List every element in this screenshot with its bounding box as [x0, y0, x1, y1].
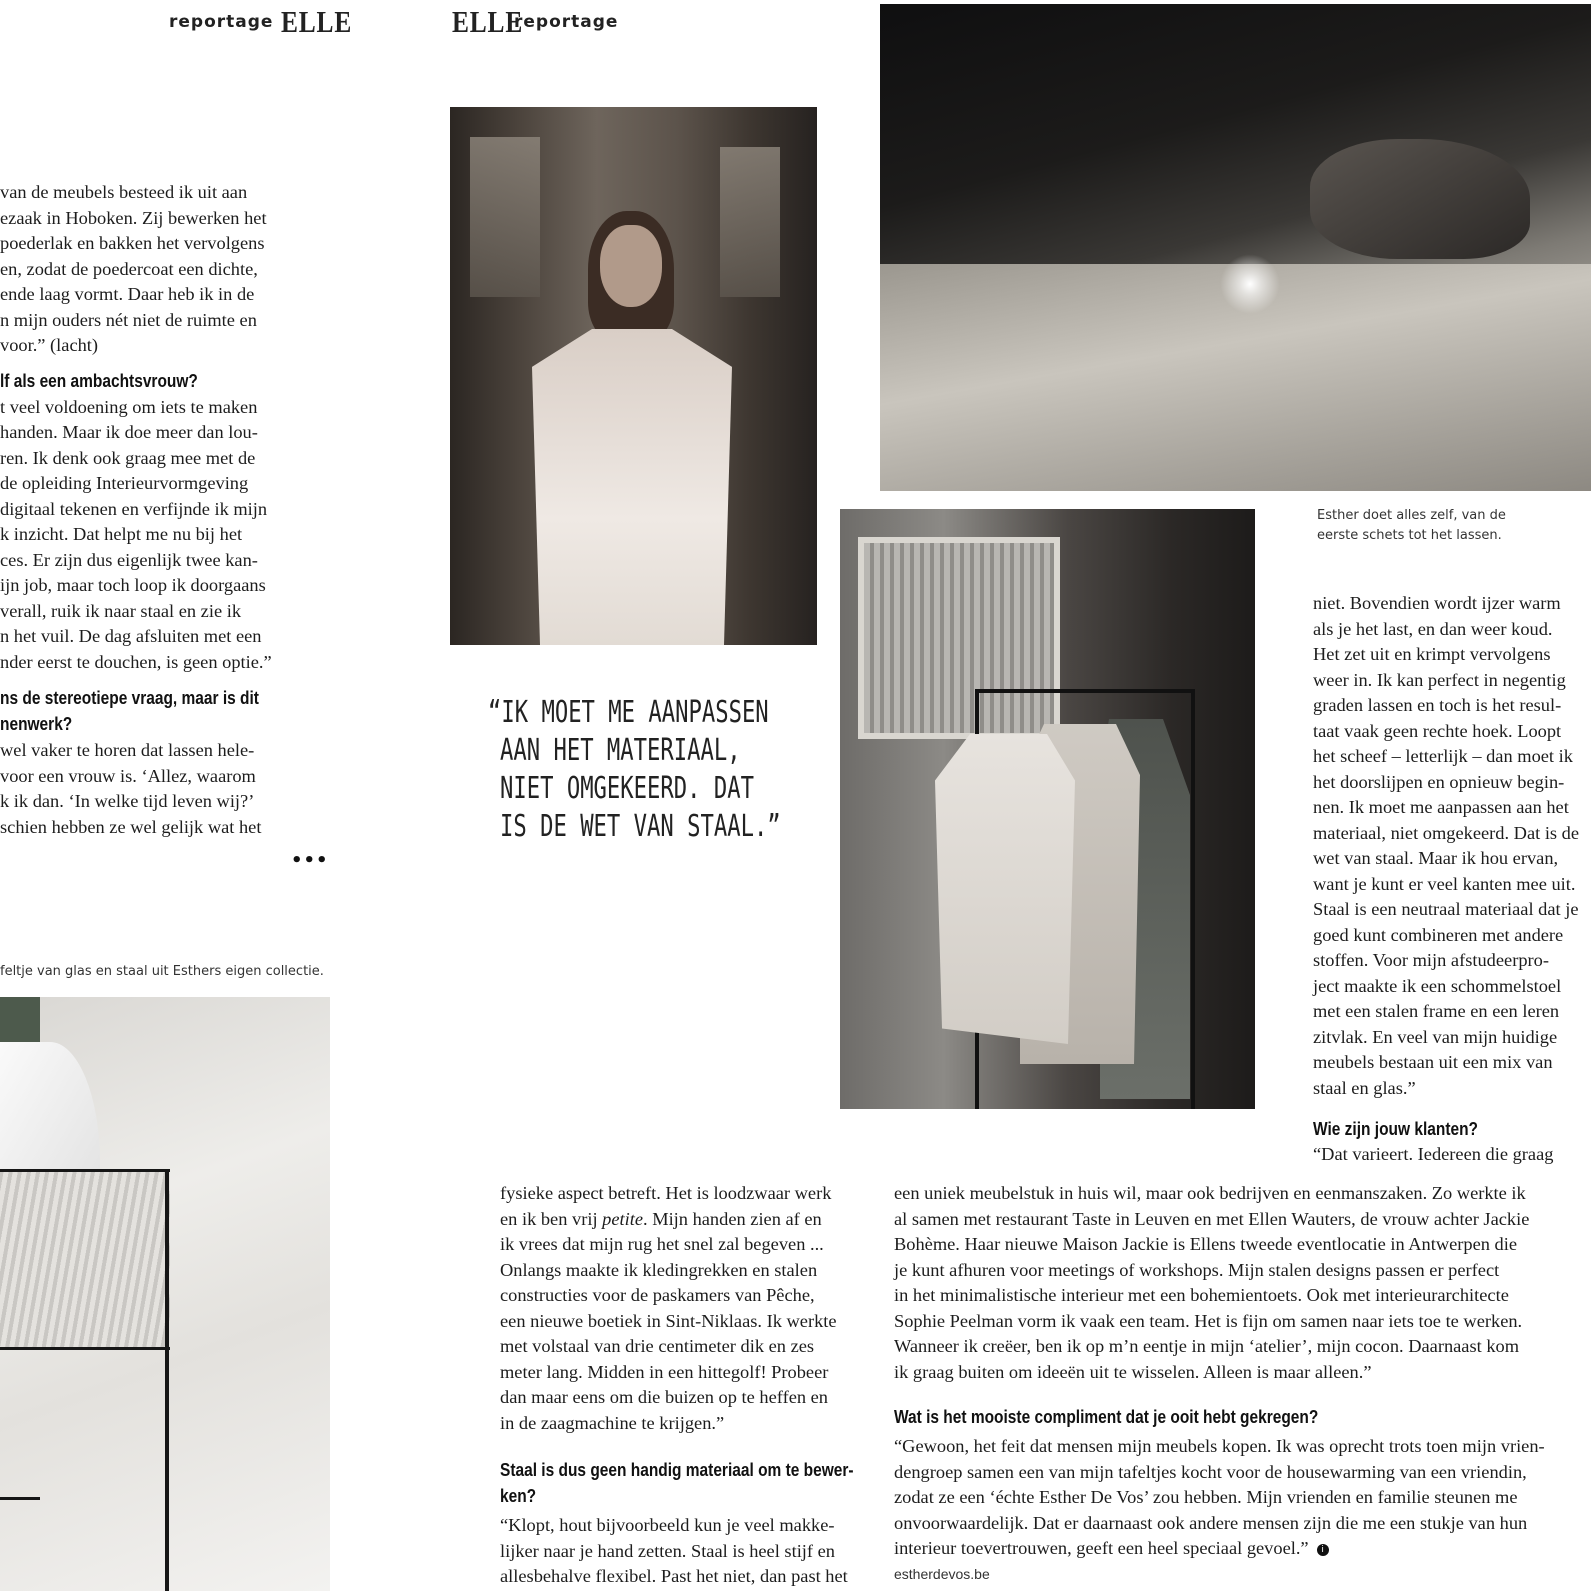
- text-line: graden lassen en toch is het resul-: [1313, 695, 1562, 715]
- question-stereotiepe: [0, 685, 284, 737]
- text-line: [894, 1485, 1591, 1511]
- left-column: [0, 180, 284, 840]
- text-line: al samen met restaurant Taste in Leuven en met Ellen Wauters, de vrouw achter Jackie: [894, 1208, 1530, 1229]
- text-line: ren. Ik denk ook graag mee met de: [0, 447, 256, 468]
- text-fragment: interieur toevertrouwen, geeft een heel speciaal gevoel.”: [894, 1538, 1309, 1558]
- answer-staal: [500, 1513, 870, 1590]
- text-line: meubels bestaan uit een mix van: [1313, 1052, 1553, 1072]
- text-line: ende laag vormt. Daar heb ik in de: [0, 284, 255, 304]
- pull-quote: [488, 694, 879, 846]
- website-link[interactable]: estherdevos.be: [894, 1565, 990, 1582]
- text-line: t veel voldoening om iets te maken: [0, 396, 258, 417]
- table-frame: [0, 1347, 170, 1350]
- table-frame: [165, 1169, 169, 1591]
- text-line: ik graag buiten om ideeën uit te wisselen. Alleen is maar alleen.”: [894, 1361, 1372, 1382]
- text-line: met volstaal van drie centimeter dik en zes: [500, 1336, 815, 1356]
- text-line: ken?: [500, 1486, 537, 1506]
- text-line: nen. Ik moet me aanpassen aan het: [1313, 797, 1569, 817]
- text-line: materiaal, niet omgekeerd. Dat is de: [1313, 822, 1580, 843]
- paragraph-2: [0, 395, 284, 676]
- face: [600, 225, 662, 307]
- text-line: stoffen. Voor mijn afstudeerpro-: [1313, 950, 1549, 970]
- right-running-head: [452, 4, 618, 40]
- text-line: schien hebben ze wel gelijk wat het: [0, 816, 262, 837]
- section-label: reportage: [169, 12, 274, 32]
- answer-compliment: [894, 1434, 1591, 1562]
- white-shirt: [532, 329, 732, 645]
- text-line: handen. Maar ik doe meer dan lou-: [0, 422, 258, 442]
- paragraph-1: [0, 180, 284, 359]
- paragraph-steel: [1313, 591, 1591, 1101]
- text-line: nder eerst te douchen, is geen optie.”: [0, 651, 272, 672]
- welding-caption: [1317, 506, 1506, 546]
- answer-klanten-start: “Dat varieert. Iedereen die graag: [1313, 1144, 1554, 1164]
- portrait-photo: [450, 107, 817, 645]
- clothing-rack-photo: [840, 509, 1255, 1109]
- text-line: in het minimalistische interieur met een bohemientoets. Ook met interieurarchitecte: [894, 1285, 1509, 1305]
- text-line: ik vrees dat mijn rug het snel zal begeven ...: [500, 1234, 824, 1254]
- text-line: niet. Bovendien wordt ijzer warm: [1313, 593, 1561, 613]
- text-line: [894, 1511, 1591, 1537]
- paragraph-fysiek: [500, 1181, 870, 1436]
- text-line: Staal is een neutraal materiaal dat je: [1313, 899, 1579, 919]
- pull-quote-line: IS DE WET VAN STAAL.”: [500, 809, 781, 844]
- welding-spark: [1220, 254, 1280, 314]
- text-line: het scheef – letterlijk – dan moet ik: [1313, 746, 1573, 766]
- table-frame: [0, 1169, 170, 1172]
- text-line: voor.” (lacht): [0, 335, 99, 355]
- text-line: “Klopt, hout bijvoorbeeld kun je veel makke-: [500, 1515, 835, 1535]
- question-staal: [500, 1457, 870, 1509]
- text-line: lijker naar je hand zetten. Staal is heel stijf en: [500, 1540, 835, 1561]
- text-fragment: zodat ze een ‘échte Esther De Vos’ zou hebben. Mijn vrienden en familie steunen me: [894, 1487, 1518, 1507]
- text-line: meter lang. Midden in een hittegolf! Probeer: [500, 1361, 829, 1382]
- text-line: een nieuwe boetiek in Sint-Niklaas. Ik werkte: [500, 1310, 837, 1331]
- rack-frame: [975, 689, 1195, 693]
- pull-quote-line: “IK MOET ME AANPASSEN: [488, 695, 769, 730]
- text-line: ns de stereotiepe vraag, maar is dit: [0, 688, 259, 708]
- rack-frame: [1191, 689, 1195, 1109]
- text-line: nenwerk?: [0, 714, 73, 734]
- white-shirt: [935, 734, 1075, 1044]
- text-line: als je het last, en dan weer koud.: [1313, 618, 1553, 639]
- text-line: taat vaak geen rechte hoek. Loopt: [1313, 720, 1562, 741]
- text-fragment: . Mijn handen zien af en: [643, 1208, 822, 1229]
- text-line: Sophie Peelman vorm ik vaak een team. Het is fijn om samen naar iets toe te werken.: [894, 1310, 1523, 1331]
- text-line: ijn job, maar toch loop ik doorgaans: [0, 575, 266, 595]
- text-line: digitaal tekenen en verfijnde ik mijn: [0, 498, 268, 519]
- text-line: k inzicht. Dat helpt me nu bij het: [0, 524, 243, 544]
- text-line: dan maar eens om die buizen op te heffen en: [500, 1387, 829, 1407]
- background-window: [470, 137, 540, 297]
- text-line: [894, 1536, 1591, 1562]
- text-line: allesbehalve flexibel. Past het niet, dan past het: [500, 1566, 848, 1586]
- text-line: constructies voor de paskamers van Pêche,: [500, 1285, 815, 1305]
- info-circle-icon: i: [1317, 1544, 1329, 1556]
- table-frame: [0, 1497, 40, 1500]
- paragraph-klanten: [894, 1181, 1591, 1385]
- text-line: het doorslijpen en opnieuw begin-: [1313, 771, 1565, 792]
- welding-photo: [880, 4, 1591, 491]
- paragraph-3: [0, 738, 284, 840]
- text-line: Staal is dus geen handig materiaal om te bewer-: [500, 1460, 854, 1480]
- text-line: ject maakte ik een schommelstoel: [1313, 975, 1562, 996]
- text-line: want je kunt er veel kanten mee uit.: [1313, 873, 1576, 894]
- text-line: je kunt afhuren voor meetings of workshops. Mijn stalen designs passen er perfect: [894, 1259, 1500, 1280]
- continue-marker: •••: [291, 850, 329, 871]
- text-fragment: onvoorwaardelijk. Dat er daarnaast ook andere mensen zijn die me een stukje van hun: [894, 1512, 1528, 1533]
- question-ambachtsvrouw: lf als een ambachtsvrouw?: [0, 370, 198, 391]
- text-fragment: en ik ben vrij: [500, 1208, 603, 1229]
- text-line: en, zodat de poedercoat een dichte,: [0, 258, 258, 279]
- text-line: met een stalen frame en een leren: [1313, 1001, 1560, 1021]
- emphasis: petite: [602, 1208, 644, 1229]
- caption-line: eerste schets tot het lassen.: [1317, 528, 1502, 543]
- caption-line: Esther doet alles zelf, van de: [1317, 508, 1506, 523]
- text-line: staal en glas.”: [1313, 1077, 1416, 1098]
- text-line: weer in. Ik kan perfect in negentig: [1313, 669, 1566, 690]
- text-line: ces. Er zijn dus eigenlijk twee kan-: [0, 549, 258, 570]
- text-line: verall, ruik ik naar staal en zie ik: [0, 600, 242, 621]
- text-line: n mijn ouders nét niet de ruimte en: [0, 309, 257, 330]
- pull-quote-line: NIET OMGEKEERD. DAT: [500, 771, 754, 806]
- middle-column: [500, 1181, 870, 1590]
- text-line: zitvlak. En veel van mijn huidige: [1313, 1026, 1558, 1047]
- text-line: k ik dan. ‘In welke tijd leven wij?’: [0, 791, 255, 811]
- text-line: Bohème. Haar nieuwe Maison Jackie is Ellens tweede eventlocatie in Antwerpen die: [894, 1234, 1518, 1254]
- text-line: de opleiding Interieurvormgeving: [0, 473, 249, 493]
- text-line: goed kunt combineren met andere: [1313, 924, 1564, 945]
- text-line: een uniek meubelstuk in huis wil, maar ook bedrijven en eenmanszaken. Zo werkte ik: [894, 1183, 1526, 1203]
- question-compliment: Wat is het mooiste compliment dat je ooit hebt gekregen?: [894, 1407, 1319, 1427]
- vase-caption: feltje van glas en staal uit Esthers eigen collectie.: [0, 964, 324, 979]
- brand-logo: ELLE: [281, 4, 353, 39]
- text-line: fysieke aspect betreft. Het is loodzwaar werk: [500, 1183, 832, 1203]
- website-credit: [894, 1564, 1591, 1584]
- text-line: wel vaker te horen dat lassen hele-: [0, 740, 255, 760]
- wide-column: [894, 1181, 1591, 1584]
- text-line: Wanneer ik creëer, ben ik op m’n eentje in mijn ‘atelier’, mijn cocon. Daarnaast kom: [894, 1336, 1520, 1356]
- left-running-head: [169, 4, 368, 40]
- brand-logo: ELLE: [452, 4, 524, 39]
- text-line: poederlak en bakken het vervolgens: [0, 233, 265, 253]
- text-line: Het zet uit en krimpt vervolgens: [1313, 644, 1551, 664]
- text-line: Onlangs maakte ik kledingrekken en stalen: [500, 1259, 818, 1280]
- gloved-hand: [1310, 139, 1530, 259]
- text-line: [894, 1434, 1591, 1460]
- question-klanten: Wie zijn jouw klanten?: [1313, 1119, 1478, 1139]
- text-line: in de zaagmachine te krijgen.”: [500, 1412, 725, 1433]
- text-line: n het vuil. De dag afsluiten met een: [0, 626, 262, 646]
- section-label: reportage: [514, 12, 619, 32]
- glass-tabletop: [0, 1169, 170, 1349]
- background-window: [720, 147, 780, 297]
- text-line: van de meubels besteed ik uit aan: [0, 182, 248, 202]
- text-line: [500, 1207, 870, 1233]
- background-window: [858, 537, 1060, 739]
- text-line: wet van staal. Maar ik hou ervan,: [1313, 848, 1559, 868]
- pull-quote-line: AAN HET MATERIAAL,: [500, 733, 741, 768]
- text-fragment: “Gewoon, het feit dat mensen mijn meubels kopen. Ik was oprecht trots toen mijn vrien-: [894, 1436, 1545, 1456]
- text-line: [894, 1460, 1591, 1486]
- vase-photo: [0, 997, 330, 1591]
- right-column: [1313, 591, 1591, 1168]
- text-fragment: dengroep samen een van mijn tafeltjes kocht voor de housewarming van een vriendin,: [894, 1461, 1527, 1482]
- text-line: voor een vrouw is. ‘Allez, waarom: [0, 765, 256, 786]
- text-line: ezaak in Hoboken. Zij bewerken het: [0, 207, 267, 228]
